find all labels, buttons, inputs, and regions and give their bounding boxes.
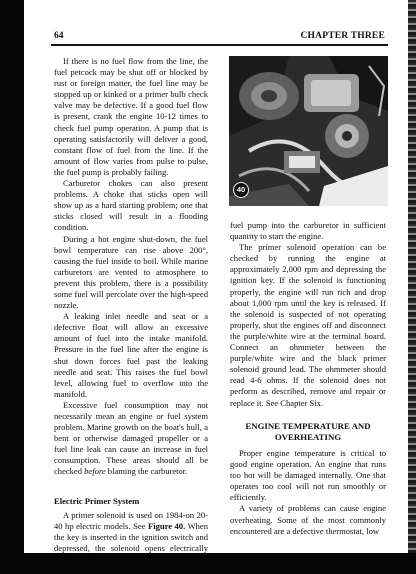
emphasis: before [84,466,106,477]
figure-number-badge: 40 [233,182,249,198]
paragraph: During a hot engine shut-down, the fuel bowl temperature can rise above 200°, causing the fuel inside to boil. While marine carburetors are vented to atmosphere to prevent this problem, there is a possibility some fuel will percolate over the high-speed nozzle. [54,233,208,311]
text-run: blaming the carburetor. [105,466,188,477]
page-number: 64 [54,31,64,41]
left-column [54,56,208,565]
right-column [230,220,386,537]
heading-line: OVERHEATING [274,431,342,442]
paragraph: A leaking inlet needle and seat or a defective float will allow an excessive amount of fuel into the intake manifold. Pressure in the fuel line after the engine is shut down forces fuel past the leaking needle and seat. This raises the fuel bowl level, allowing fuel to overflow into the manifold. [54,311,208,399]
figure-reference: Figure 40. [147,520,186,531]
text-run: When the key is inserted in the ignition switch and depressed, the solenoid opens electrically [54,520,208,553]
heading-line: ENGINE TEMPERATURE AND [245,420,371,431]
paragraph: A variety of problems can cause engine overheating. Some of the most commonly encountered are a defective thermostat, low [230,503,386,536]
paragraph: The primer solenoid operation can be checked by running the engine at approximately 2,000 rpm and depressing the ignition key. If the solenoid is functioning properly, the engine will run rich and drop about 1,000 rpm until the key is released. If the solenoid is suspected of not operating properly, shut the engines off and disconnect the purple/white wire at the terminal board. Connect an ohmmeter between the purple/white wire and the black primer solenoid ground lead. The ohmmeter should read 4-6 ohms. If the solenoid does not perform as described, remove and repair or replace it. See Chapter Six. [230,242,386,408]
figure-photo [229,56,388,206]
chapter-title: CHAPTER THREE [300,31,385,41]
section-heading: Electric Primer System [54,495,140,506]
scan-bottom-border [0,553,416,574]
text-run: A primer solenoid is used on 1984-on 20-40 hp electric models. See [54,509,208,531]
paragraph: Carburetor chokes can also present problems. A choke that sticks open will show up as a hard starting problem; one that sticks closed will result in a flooding condition. [54,178,208,233]
paragraph: fuel pump into the carburetor in sufficient quantity to start the engine. [230,220,386,242]
engine-photo-illustration [229,56,388,206]
paragraph [54,400,208,478]
paragraph: If there is no fuel flow from the line, the fuel petcock may be shut off or blocked by rust or foreign matter, the fuel line may be stopped up or kinked or a primer bulb check valve may be defective. If a good fuel flow is present, crank the engine 10-12 times to check fuel pump operation. A pump that is operating satisfactorily will deliver a good, constant flow of fuel from the line. If the amount of flow varies from pulse to pulse, the fuel pump is probably failing. [54,56,208,177]
paragraph: Proper engine temperature is critical to good engine operation. An engine that runs too hot will be damaged internally. One that operates too cool will not run smoothly or efficiently. [230,448,386,503]
section-heading [230,421,386,443]
text-run: Excessive fuel consumption may not necessarily mean an engine or fuel system problem. Marine growth on the boat's hull, a bent or otherwise damaged propeller or a fuel line leak can cause an increase in fuel consumption. These areas should all be checked [54,399,208,477]
scan-left-border [0,0,24,574]
header-rule [51,44,388,46]
scan-right-edge [408,0,416,574]
